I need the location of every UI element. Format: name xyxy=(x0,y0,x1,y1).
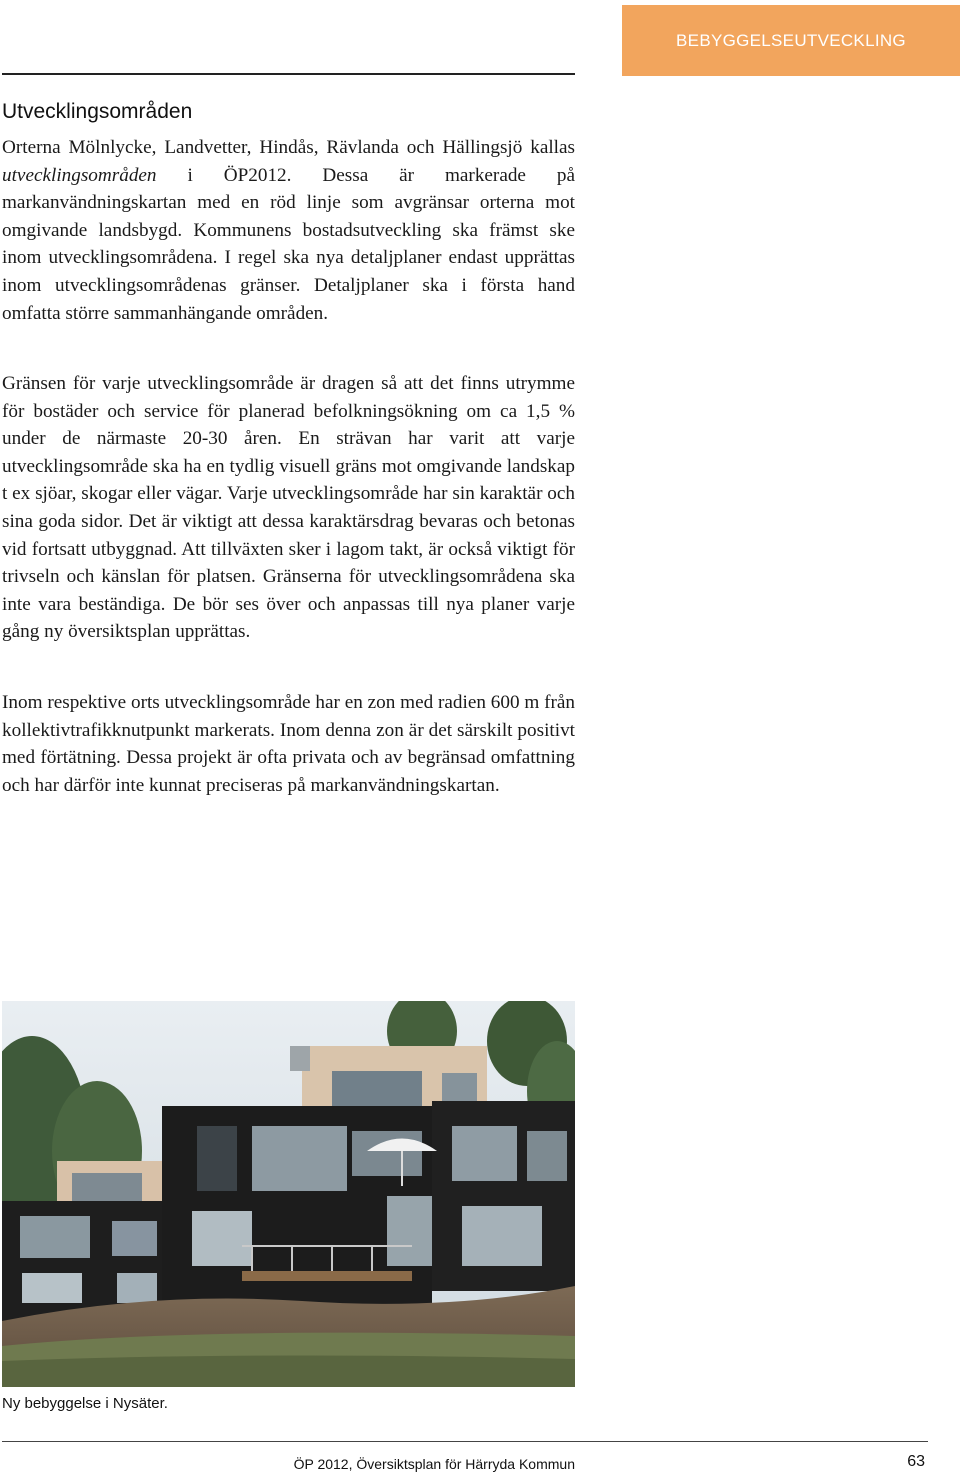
page-number: 63 xyxy=(907,1453,925,1470)
section-heading: Utvecklingsområden xyxy=(2,100,193,123)
top-divider xyxy=(2,73,575,75)
section-tab xyxy=(622,5,960,76)
footer-divider xyxy=(2,1441,928,1442)
paragraph-3: Inom respektive orts utvecklingsområde har en zon med radien 600 m från kollektivtrafikknutpunkt markerats. Inom denna zon är det särskilt positivt med förtätning. Dessa projekt är ofta privata och av begränsad omfattning och har därför inte kunnat preciseras på markanvändningskartan. xyxy=(2,692,575,796)
paragraph-1-term: utvecklingsområden xyxy=(2,164,157,186)
paragraph-1-start: Orterna Mölnlycke, Landvetter, Hindås, Rävlanda och Hällingsjö kallas xyxy=(2,137,575,158)
paragraph-1 xyxy=(2,134,575,327)
paragraph-1-end: i ÖP2012. Dessa är markerade på markanvändningskartan med en röd linje som avgränsar orterna mot omgivande landsbygd. Kommunens bostadsutveckling ska främst ske inom utvecklingsområdena. I regel ska nya detaljplaner endast upprättas inom utvecklingsområdenas gränser. Detaljplaner ska i första hand omfatta större sammanhängande områden. xyxy=(2,164,575,324)
photo-caption: Ny bebyggelse i Nysäter. xyxy=(2,1395,168,1412)
housing-photo xyxy=(2,1001,575,1387)
section-label: BEBYGGELSEUTVECKLING xyxy=(676,30,906,50)
footer-title: ÖP 2012, Översiktsplan för Härryda Kommun xyxy=(293,1456,575,1472)
paragraph-2: Gränsen för varje utvecklingsområde är dragen så att det finns utrymme för bostäder och service för planerad befolkningsökning om ca 1,5 % under de närmaste 20-30 åren. En strävan har varit att varje utvecklingsområde ska ha en tydlig visuell gräns mot omgivande landskap t ex sjöar, skogar eller vägar. Varje utvecklingsområde har sin karaktär och sina goda sidor. Det är viktigt att dessa karaktärsdrag bevaras och betonas vid fortsatt utbyggnad. Att tillväxten sker i lagom takt, är också viktigt för trivseln och känslan för platsen. Gränserna för utvecklingsområdena ska inte vara beständiga. De bör ses över och anpassas till nya planer varje gång ny översiktsplan upprättas. xyxy=(2,373,575,643)
